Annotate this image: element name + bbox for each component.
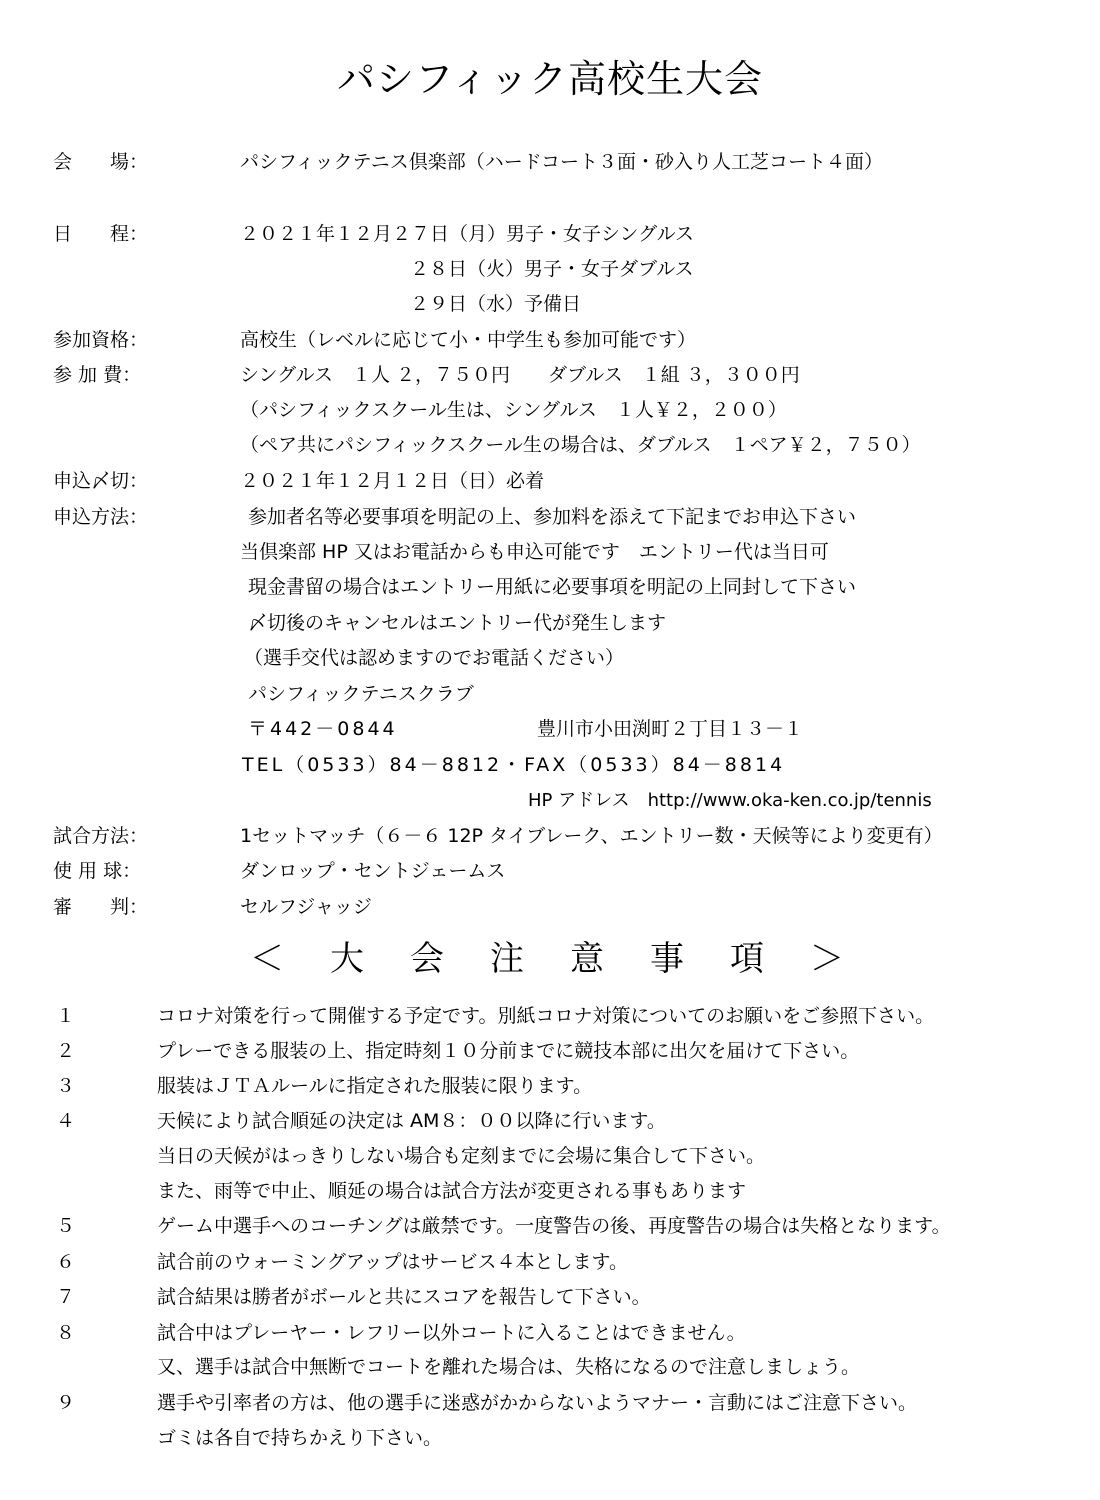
address: 豊川市小田渕町２丁目１３－１ [537,718,804,740]
method-line: 参加者名等必要事項を明記の上、参加料を添えて下記までお申込下さい [248,506,857,528]
note-text: 又、選手は試合中無断でコートを離れた場合は、失格になるので注意しましょう。 [157,1356,861,1378]
note-text: ゴミは各自で持ちかえり下さい。 [157,1427,443,1449]
note-number: ９ [56,1392,76,1414]
note-text: 試合前のウォーミングアップはサービス４本とします。 [157,1251,629,1273]
note-text: コロナ対策を行って開催する予定です。別紙コロナ対策についてのお願いをご参照下さい。 [157,1005,935,1027]
note-number: ５ [56,1215,76,1237]
note-number: ７ [56,1286,76,1308]
ball-label: 使 用 球： [53,860,142,882]
fee-line: （パシフィックスクール生は、シングルス １人￥２，２００） [240,399,787,421]
method-line: 〆切後のキャンセルはエントリー代が発生します [248,612,667,634]
fee-label: 参 加 費： [53,364,142,386]
note-number: ２ [56,1040,76,1062]
note-text: また、雨等で中止、順延の場合は試合方法が変更される事もあります [157,1180,747,1202]
note-text: 試合結果は勝者がボールと共にスコアを報告して下さい。 [157,1286,651,1308]
venue-value: パシフィックテニス倶楽部（ハードコート３面・砂入り人工芝コート４面） [240,151,883,173]
notes-heading: ＜ 大 会 注 意 事 項 ＞ [250,939,850,979]
schedule-line: ２０２１年１２月２７日（月）男子・女子シングルス [240,223,695,245]
schedule-line: ２８日（火）男子・女子ダブルス [410,258,694,280]
method-line: 現金書留の場合はエントリー用紙に必要事項を明記の上同封して下さい [248,576,857,598]
note-text: 当日の天候がはっきりしない場合も定刻までに会場に集合して下さい。 [157,1145,766,1167]
ball-value: ダンロップ・セントジェームス [240,860,506,882]
eligibility-value: 高校生（レベルに応じて小・中学生も参加可能です） [240,329,697,351]
note-number: １ [56,1005,76,1027]
tel-fax: TEL（0533）84－8812・FAX（0533）84－8814 [242,754,786,776]
method-label: 申込方法： [53,506,149,528]
schedule-label: 日 程： [53,223,149,245]
note-number: ４ [56,1110,76,1132]
note-number: ８ [56,1322,76,1344]
match-format-value: 1セットマッチ（６－６ 12P タイブレーク、エントリー数・天候等により変更有） [240,825,943,847]
umpire-value: セルフジャッジ [240,896,372,918]
deadline-value: ２０２１年１２月１２日（日）必着 [240,470,545,492]
postal-code: 〒442－0844 [248,718,398,740]
match-format-label: 試合方法： [53,825,149,847]
method-line: （選手交代は認めますのでお電話ください） [244,647,625,669]
fee-line: （ペア共にパシフィックスクール生の場合は、ダブルス １ペア￥２，７５０） [240,434,921,456]
method-line: 当倶楽部 HP 又はお電話からも申込可能です エントリー代は当日可 [240,541,829,563]
page-title: パシフィック高校生大会 [337,57,763,101]
deadline-label: 申込〆切： [53,470,149,492]
fee-line: シングルス １人 ２，７５０円 ダブルス １組 ３，３００円 [240,364,800,386]
note-text: 選手や引率者の方は、他の選手に迷惑がかからないようマナー・言動にはご注意下さい。 [157,1392,918,1414]
venue-label: 会 場： [53,151,149,173]
note-text: ゲーム中選手へのコーチングは厳禁です。一度警告の後、再度警告の場合は失格となります。 [157,1215,951,1237]
note-text: 天候により試合順延の決定は AM８：００以降に行います。 [157,1110,666,1132]
note-number: ６ [56,1251,76,1273]
homepage-address: HP アドレス http://www.oka-ken.co.jp/tennis [528,790,932,811]
eligibility-label: 参加資格： [53,329,149,351]
note-text: 服装はＪＴＡルールに指定された服装に限ります。 [157,1075,593,1097]
club-name: パシフィックテニスクラブ [248,683,474,705]
note-text: プレーできる服装の上、指定時刻１０分前までに競技本部に出欠を届けて下さい。 [157,1040,860,1062]
note-text: 試合中はプレーヤー・レフリー以外コートに入ることはできません。 [157,1322,746,1344]
umpire-label: 審 判： [53,896,149,918]
note-number: ３ [56,1075,76,1097]
schedule-line: ２９日（水）予備日 [410,293,582,315]
